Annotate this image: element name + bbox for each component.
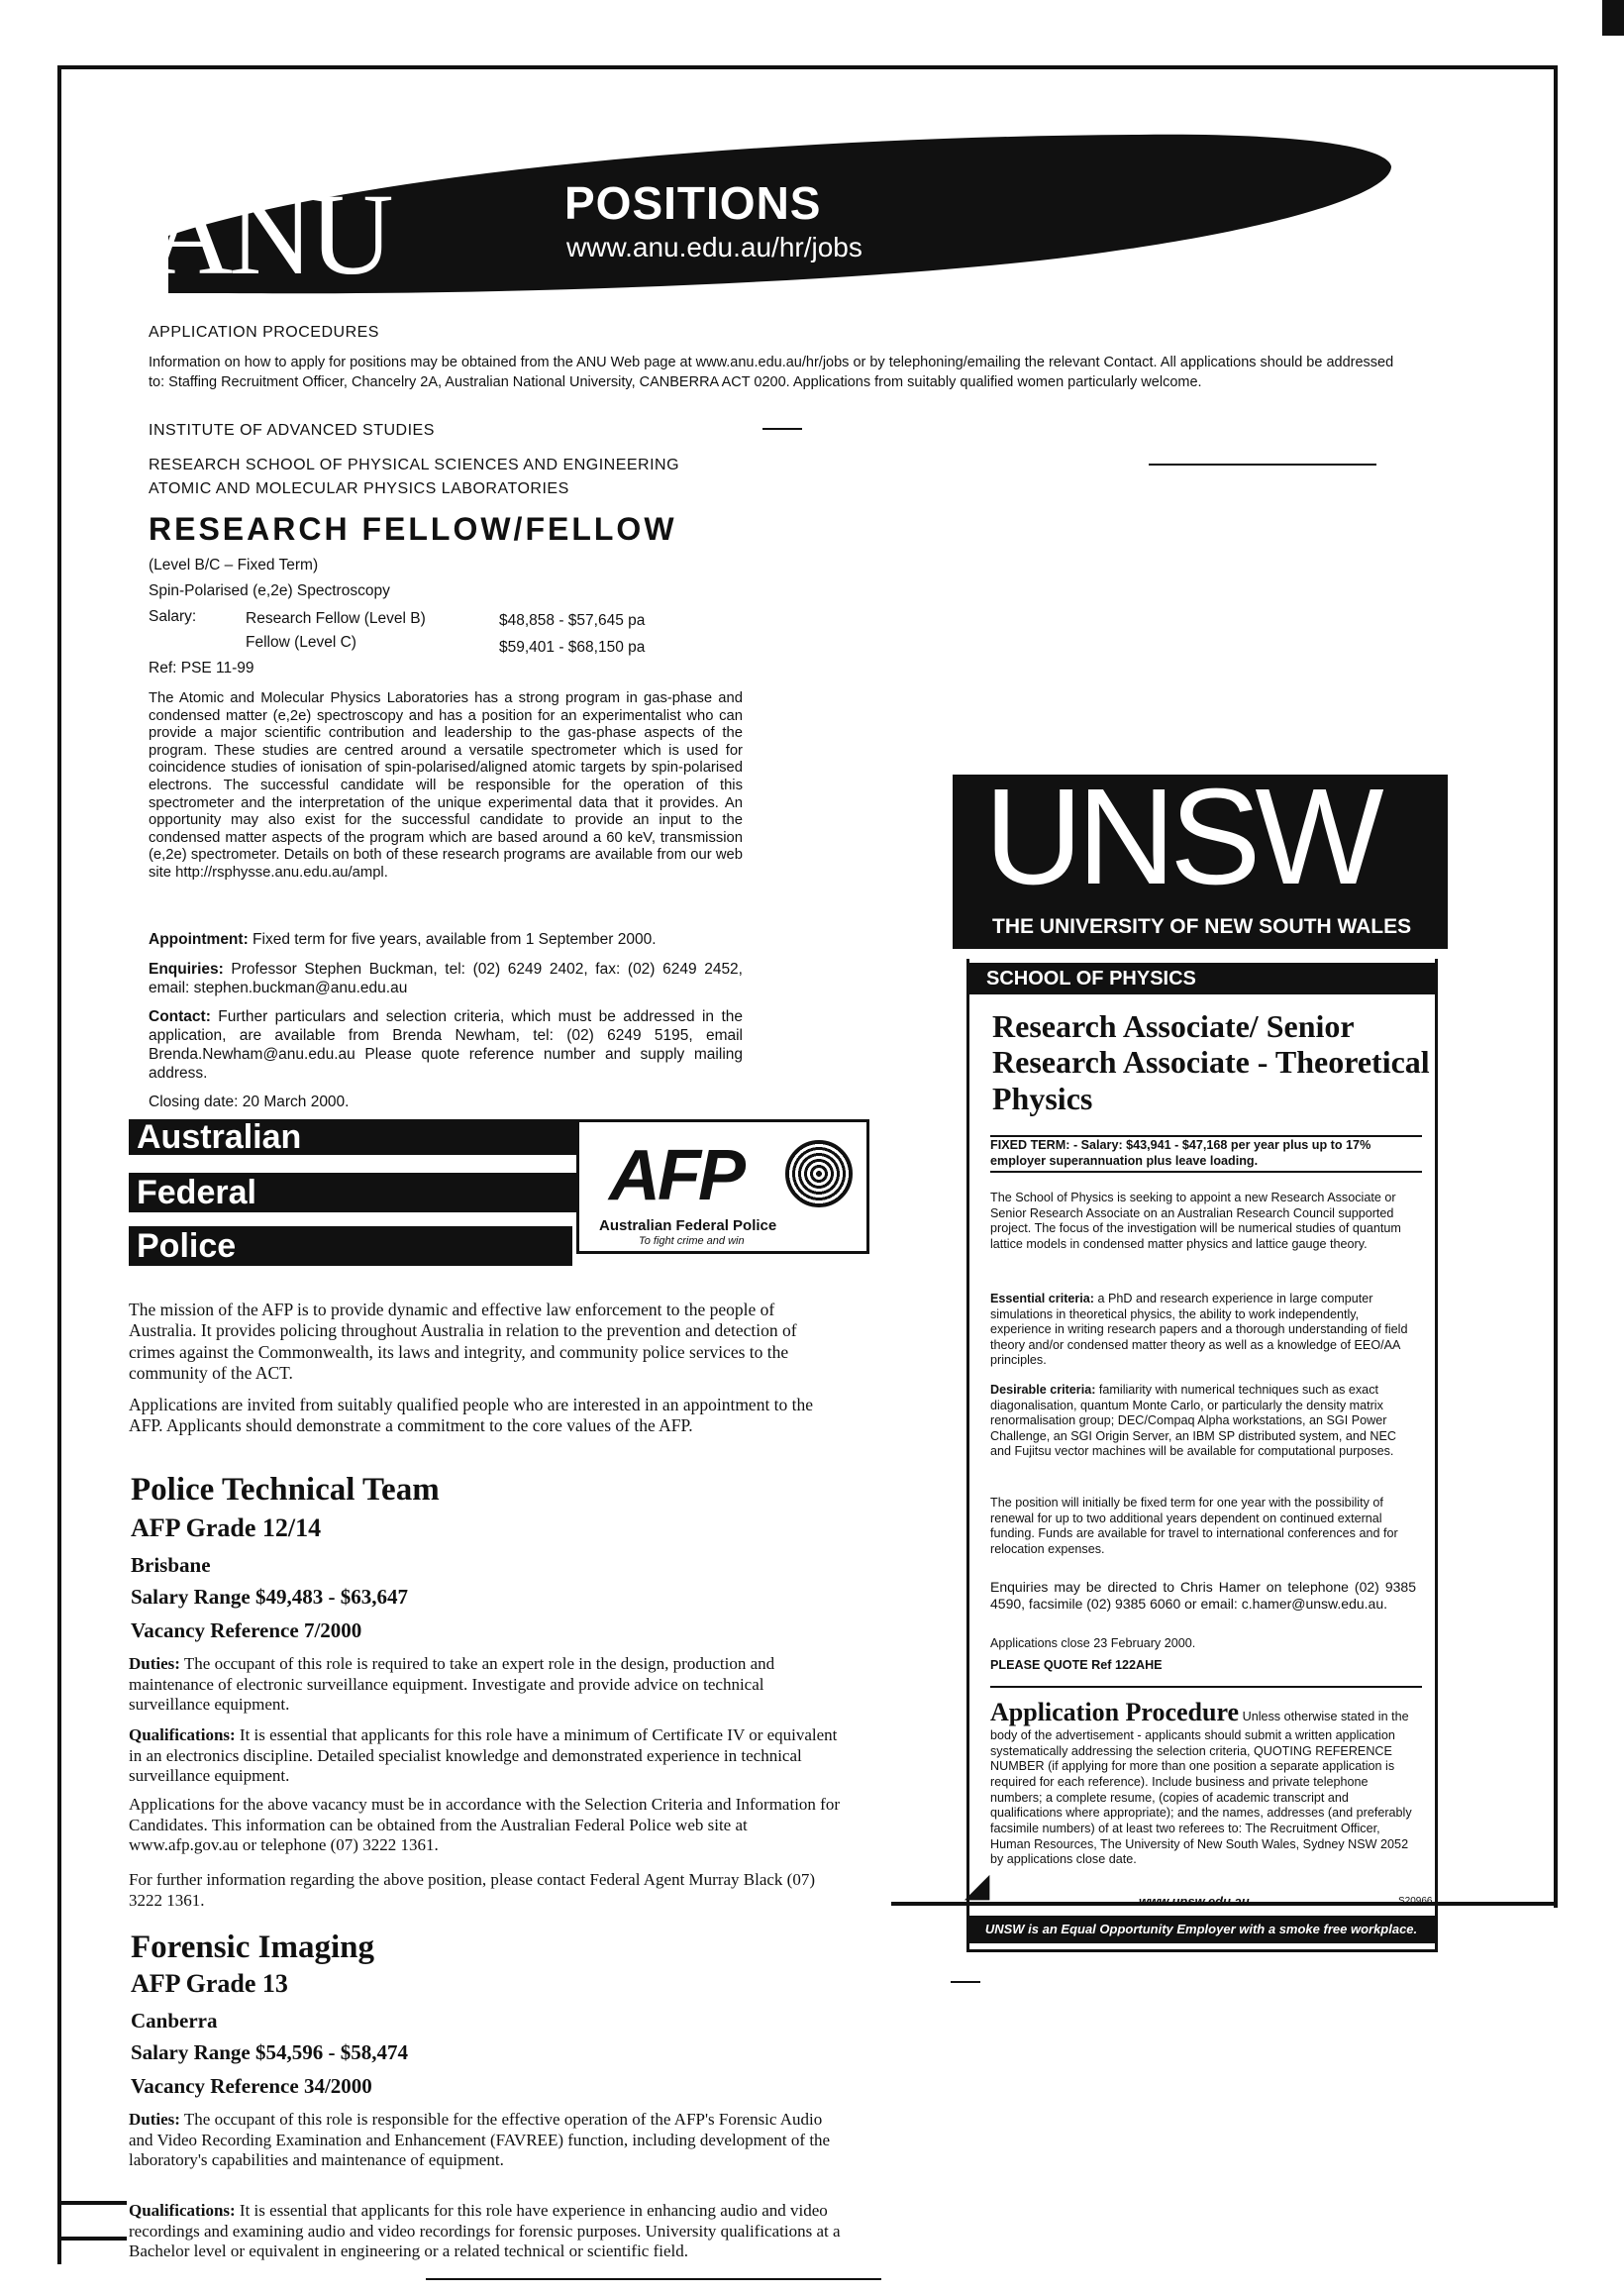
divider: [990, 1135, 1422, 1137]
afp-job2-vacancy: Vacancy Reference 34/2000: [131, 2074, 372, 2098]
divider: [1149, 464, 1376, 466]
anu-positions-heading: POSITIONS: [564, 177, 822, 229]
unsw-app-proc-title: Application Procedure: [990, 1698, 1240, 1726]
unsw-university-name: THE UNIVERSITY OF NEW SOUTH WALES: [992, 915, 1412, 938]
afp-job1-qualifications: Qualifications: It is essential that applicants for this role have a minimum of Certificate IV or equivalent in an electronics discipline. Detailed specialist knowledge and demonstrated experience in technical surveillance equipment.: [129, 1725, 838, 1786]
anu-app-proc-line2: to: Staffing Recruitment Officer, Chancelry 2A, Australian National University, CANBERRA ACT 0200. Applications from suitably qualified women particularly welcome.: [149, 374, 1202, 390]
anu-appointment: Appointment: Fixed term for five years, available from 1 September 2000.: [149, 931, 657, 948]
anu-jobs-url[interactable]: www.anu.edu.au/hr/jobs: [566, 232, 863, 262]
unsw-fixed-term: FIXED TERM: - Salary: $43,941 - $47,168 per year plus up to 17% employer superannuation plus leave loading.: [990, 1138, 1371, 1168]
unsw-application-procedure: [990, 1697, 1422, 1868]
anu-salary-b-value: $48,858 - $57,645 pa: [499, 612, 646, 629]
unsw-applications-close: Applications close 23 February 2000.: [990, 1636, 1196, 1650]
anu-salary-b-label: Research Fellow (Level B): [246, 610, 426, 627]
afp-job1-location: Brisbane: [131, 1553, 211, 1577]
afp-job1-vacancy: Vacancy Reference 7/2000: [131, 1618, 362, 1642]
anu-lab: ATOMIC AND MOLECULAR PHYSICS LABORATORIES: [149, 480, 569, 497]
anu-job-title: RESEARCH FELLOW/FELLOW: [149, 511, 677, 547]
unsw-enquiries: Enquiries may be directed to Chris Hamer on telephone (02) 9385 4590, facsimile (02) 9385 6060 or email: c.hamer@unsw.edu.au.: [990, 1579, 1416, 1613]
divider: [426, 2278, 881, 2280]
divider: [990, 1686, 1422, 1688]
anu-salary-label: Salary:: [149, 608, 197, 625]
afp-job1-further: For further information regarding the above position, please contact Federal Agent Murray Black (07) 3222 1361.: [129, 1870, 816, 1910]
anu-ref: Ref: PSE 11-99: [149, 660, 254, 677]
afp-job2-salary: Salary Range $54,596 - $58,474: [131, 2040, 408, 2064]
divider: [951, 1981, 980, 1983]
afp-strip-federal: Federal: [129, 1173, 315, 1212]
unsw-job-title: Research Associate/ Senior Research Associate - Theoretical Physics: [992, 1008, 1430, 1116]
afp-job2-qualifications: Qualifications: It is essential that applicants for this role have experience in enhancing audio and video recordings and examining audio and video recordings for forensic purposes. University qualifications at a Bachelor level or equivalent in engineering or a related technical or scientific field.: [129, 2201, 841, 2261]
anu-job-topic: Spin-Polarised (e,2e) Spectroscopy: [149, 582, 390, 599]
anu-description: The Atomic and Molecular Physics Laboratories has a strong program in gas-phase and condensed matter (e,2e) spectroscopy and has a position for an experimentalist who can provide a major scientific contribution and leadership to the gas-phase aspects of the program. These studies are centred around a versatile spectrometer which is used for coincidence studies of ionisation of spin-polarised/aligned atomic targets by spin-polarised electrons. The successful candidate will be responsible for the operation of this spectrometer and the interpretation of the unique experimental data that it provides. An opportunity may also exist for the successful candidate to provide an input to the condensed matter aspects of the program which are based around a 60 keV, transmission (e,2e) spectrometer. Details on both of these research programs are available from our web site http://rsphysse.anu.edu.au/ampl.: [149, 690, 743, 881]
anu-contact: Contact: Further particulars and selection criteria, which must be addressed in the application, are available from Brenda Newham, tel: (02) 6249 5195, email Brenda.Newham@anu.edu.au Please quote reference number and supply mailing address.: [149, 1008, 743, 1082]
anu-school: RESEARCH SCHOOL OF PHYSICAL SCIENCES AND ENGINEERING: [149, 457, 680, 473]
unsw-intro: The School of Physics is seeking to appoint a new Research Associate or Senior Research Associate on an Australian Research Council supported project. The focus of the investigation will be numerical studies of quantum lattice models in condensed matter physics and lattice gauge theory.: [990, 1191, 1401, 1251]
unsw-app-proc-text: Unless otherwise stated in the body of the advertisement - applicants should submit a written application systematically addressing the selection criteria, QUOTING REFERENCE NUMBER (if applying for more than one position a separate application is required for each reference). Include business and private telephone numbers; a complete resume, (copies of academic transcript and qualifications where appropriate); and the names, addresses (and preferably facsimile numbers) of at least two referees to: The Recruitment Officer, Human Resources, The University of New South Wales, Sydney NSW 2052 by applications close date.: [990, 1710, 1412, 1867]
corner-mark: [1602, 0, 1624, 36]
afp-invite: Applications are invited from suitably qualified people who are interested in an appointment to the AFP. Applicants should demonstrate a commitment to the core values of the AFP.: [129, 1395, 814, 1436]
afp-logo: [576, 1119, 869, 1254]
afp-logo-subtitle: Australian Federal Police: [599, 1217, 777, 1234]
unsw-position-details: The position will initially be fixed term for one year with the possibility of renewal for up to two additional years dependent on continued external funding. Funds are available for travel to international conferences and for relocation expenses.: [990, 1496, 1398, 1556]
anu-enquiries: Enquiries: Professor Stephen Buckman, tel: (02) 6249 2402, fax: (02) 6249 2452, email: stephen.buckman@anu.edu.au: [149, 961, 743, 996]
page-border-top: [57, 65, 1558, 69]
unsw-footer: UNSW is an Equal Opportunity Employer with a smoke free workplace.: [966, 1916, 1436, 1943]
anu-logo: ANU: [149, 169, 390, 299]
page-border-left: [57, 65, 61, 2264]
unsw-desirable-criteria: Desirable criteria: familiarity with numerical techniques such as exact diagonalisation, quantum Monte Carlo, or particularly the density matrix renormalisation group; DEC/Compaq Alpha workstations, an SGI Power Challenge, an SGI Origin Server, an IBM SP distributed system, and NEC and Fujitsu vector machines will be available for computational purposes.: [990, 1383, 1396, 1459]
anu-institute: INSTITUTE OF ADVANCED STUDIES: [149, 422, 435, 439]
afp-strip-bar: [307, 1173, 579, 1212]
afp-job1-grade: AFP Grade 12/14: [131, 1513, 322, 1542]
unsw-logo: UNSW: [984, 761, 1378, 913]
afp-logo-tagline: To fight crime and win: [639, 1235, 745, 1247]
divider: [762, 428, 802, 430]
unsw-url[interactable]: www.unsw.edu.au: [1139, 1894, 1250, 1909]
unsw-quote-ref: PLEASE QUOTE Ref 122AHE: [990, 1658, 1163, 1672]
divider: [61, 2201, 127, 2205]
afp-strip-bar: [352, 1119, 579, 1155]
divider: [61, 2237, 127, 2241]
anu-app-proc-line1: Information on how to apply for positions may be obtained from the ANU Web page at www.anu.edu.au/hr/jobs or by telephoning/emailing the relevant Contact. All applications should be addressed: [149, 355, 1394, 370]
anu-job-level: (Level B/C – Fixed Term): [149, 557, 319, 574]
afp-job2-grade: AFP Grade 13: [131, 1969, 288, 1998]
afp-job1-apply: Applications for the above vacancy must be in accordance with the Selection Criteria and Information for Candidates. This information can be obtained from the Australian Federal Police web site at www.afp.gov.au or telephone (07) 3222 1361.: [129, 1795, 840, 1855]
unsw-essential-criteria: Essential criteria: a PhD and research experience in large computer simulations in theoretical physics, the ability to work independently, experience in writing research papers and a thorough understanding of field theory and/or condensed matter theory as well as a knowledge of EEO/AA principles.: [990, 1292, 1408, 1368]
afp-job2-title: Forensic Imaging: [131, 1929, 374, 1965]
afp-strip-police: Police: [129, 1226, 572, 1266]
anu-salary-c-label: Fellow (Level C): [246, 634, 356, 651]
afp-job1-title: Police Technical Team: [131, 1472, 440, 1508]
afp-mission: The mission of the AFP is to provide dynamic and effective law enforcement to the people of Australia. It provides policing throughout Australia in relation to the prevention and detection of crimes against the Commonwealth, its laws and integrity, and community police services to the community of the ACT.: [129, 1300, 797, 1384]
anu-closing-date: Closing date: 20 March 2000.: [149, 1094, 350, 1110]
afp-crest-icon: [785, 1140, 853, 1207]
page-border-right: [1554, 65, 1558, 1908]
divider: [990, 1171, 1422, 1173]
unsw-school-bar: SCHOOL OF PHYSICS: [966, 963, 1436, 994]
anu-app-proc-heading: APPLICATION PROCEDURES: [149, 324, 379, 341]
afp-job2-duties: Duties: The occupant of this role is responsible for the effective operation of the AFP's Forensic Audio and Video Recording Examination and Enhancement (FAVREE) function, including development of the laboratory's capabilities and maintenance of equipment.: [129, 2110, 831, 2170]
anu-salary-c-value: $59,401 - $68,150 pa: [499, 639, 646, 656]
unsw-ref-code: S20966: [1398, 1896, 1433, 1907]
afp-job2-location: Canberra: [131, 2009, 218, 2033]
afp-logo-text: AFP: [609, 1136, 743, 1215]
afp-job1-duties: Duties: The occupant of this role is required to take an expert role in the design, production and maintenance of electronic surveillance equipment. Investigate and provide advice on technical surveillance equipment.: [129, 1654, 775, 1715]
afp-strip-australian: Australian: [129, 1119, 359, 1155]
afp-job1-salary: Salary Range $49,483 - $63,647: [131, 1585, 408, 1609]
